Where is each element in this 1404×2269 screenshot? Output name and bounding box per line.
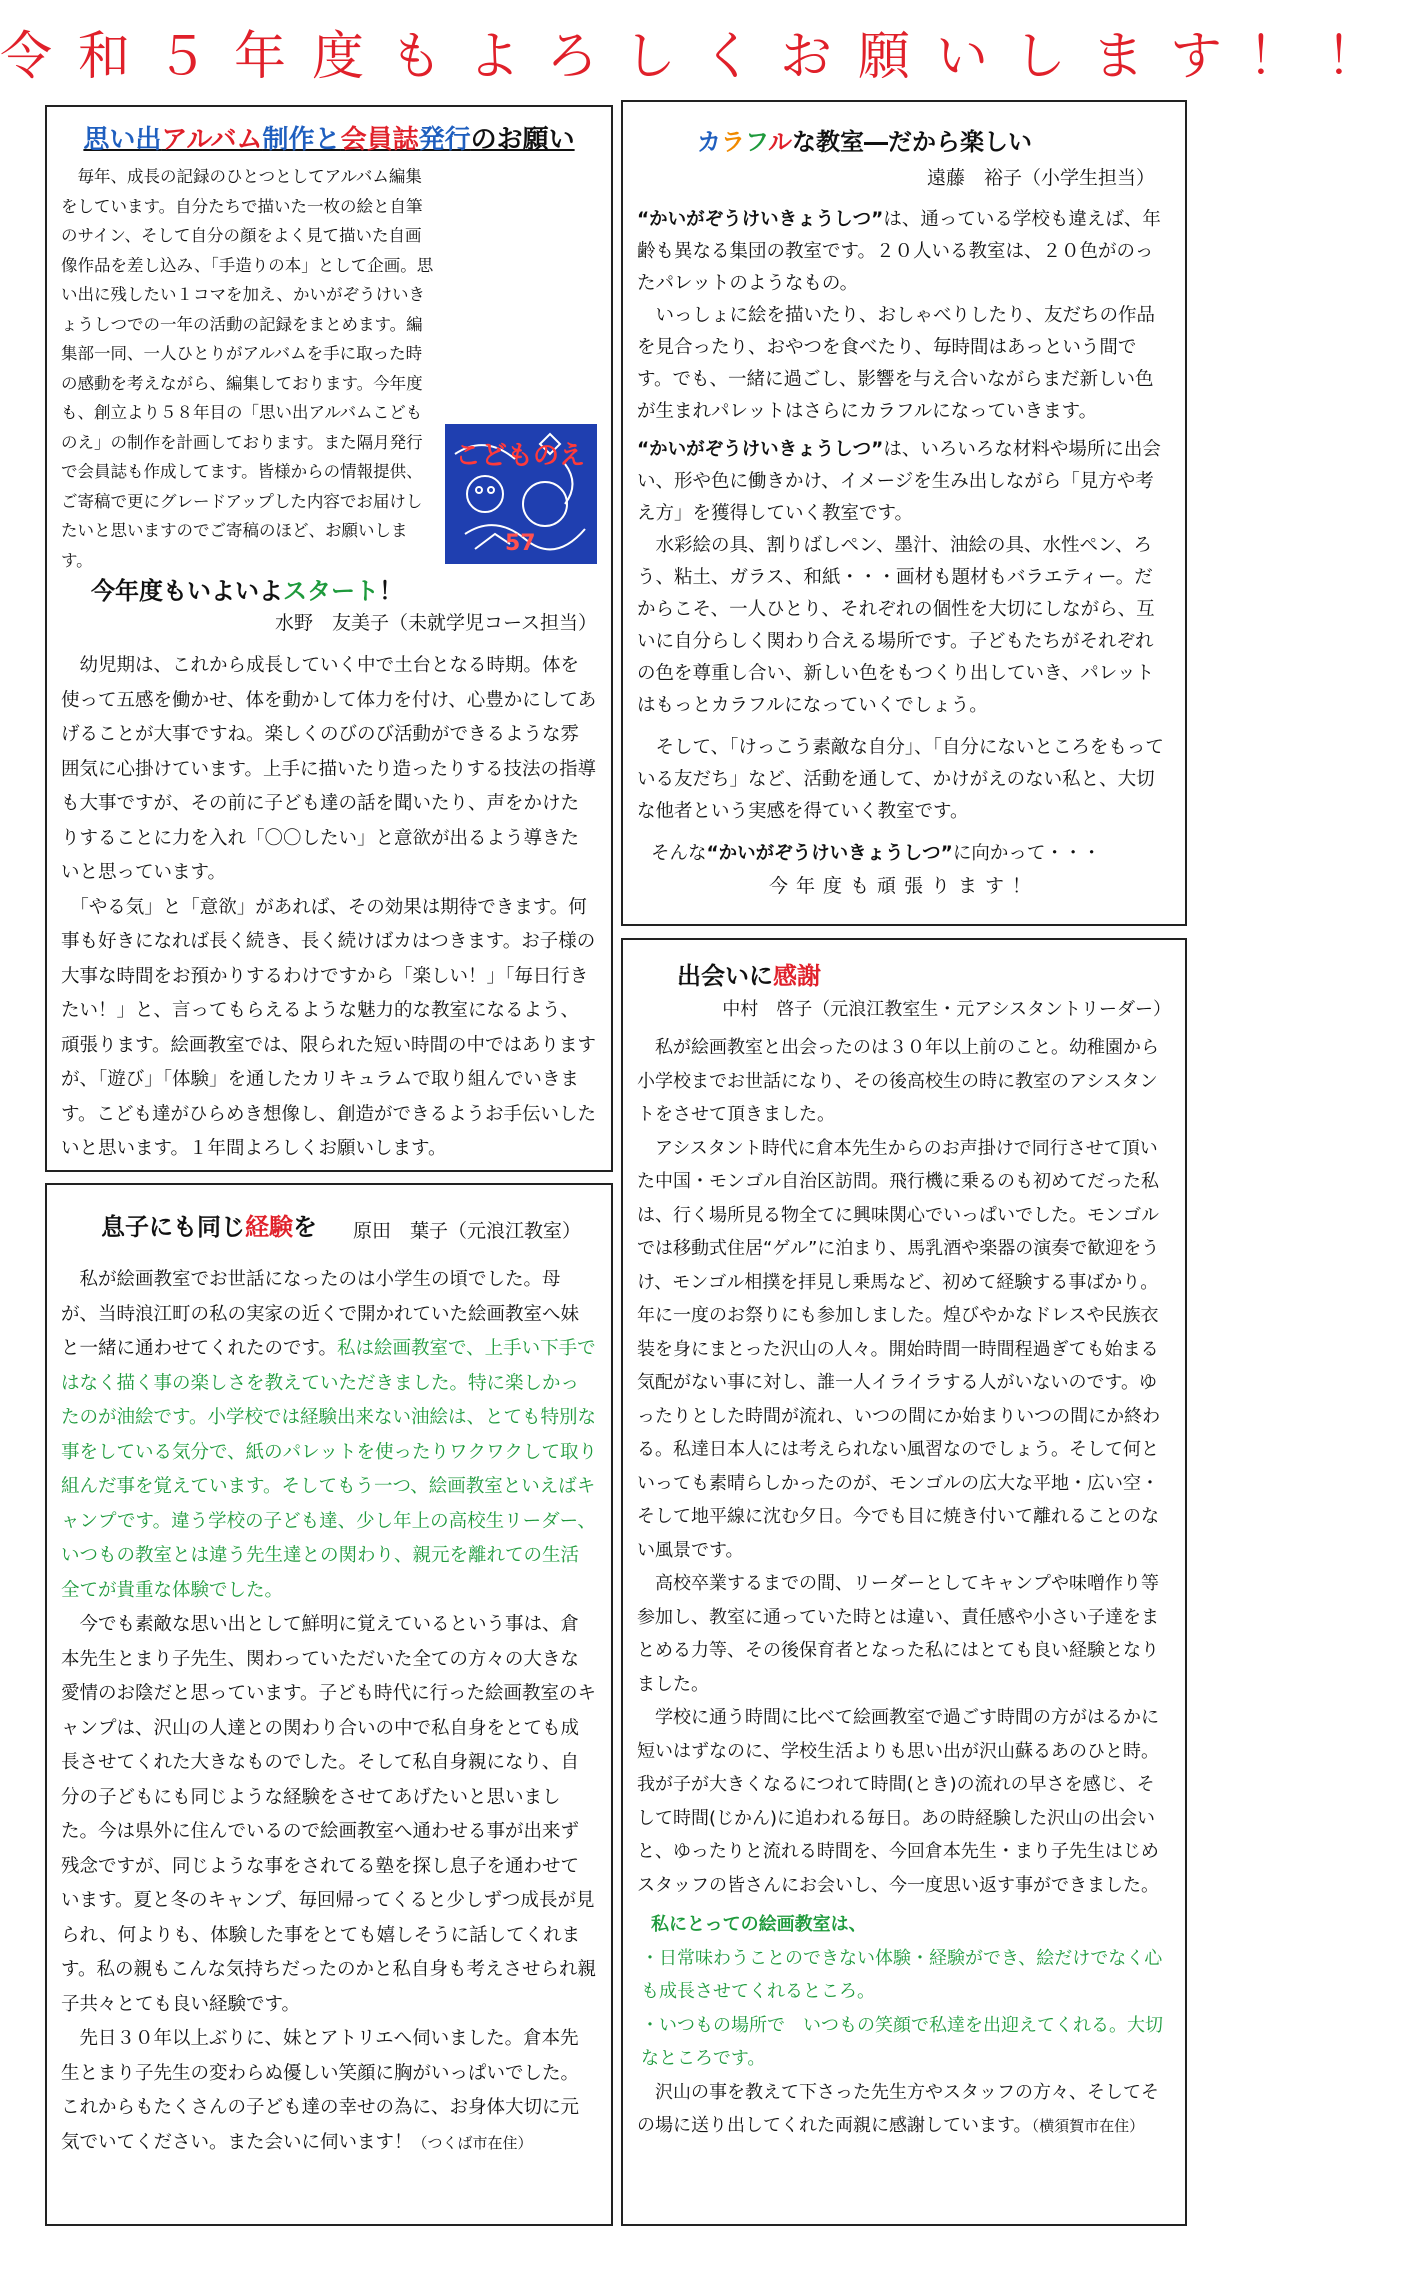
album-body: 毎年、成長の記録のひとつとしてアルバム編集をしています。自分たちで描いた一枚の絵と自筆のサイン、そして自分の顔をよく見て描いた自画像作品を差し込み、「手造りの本」として企画。思い出に残したい１コマを加え、かいがぞうけいきょうしつでの一年の活動の記録をまとめます。編集部一同、一人ひとりがアルバムを手に取った時の感動を考えながら、編集しております。今年度も、創立より５８年目の「思い出アルバムこどものえ」の制作を計画しております。また隔月発行で会員誌も作成してます。皆様からの情報提供、ご寄稿で更にグレードアップした内容でお届けしたいと思いますのでご寄稿のほど、お願いします。 (61, 167, 434, 570)
title-segment: アルバム (161, 125, 263, 155)
magazine-title: こどものえ (455, 441, 586, 471)
subheading-segment: スタート (283, 577, 379, 605)
nakamura-text: 沢山の事を教えて下さった先生方やスタッフの方々、そしてその場に送り出してくれた両親に感謝しています。 (637, 2081, 1159, 2136)
title-segment: 感謝 (773, 962, 821, 990)
classroom-meaning-item-1: ・日常味わうことのできない体験・経験ができ、絵だけでなく心も成長させてくれるところ。 (641, 1947, 1163, 2002)
title-segment: を (293, 1213, 317, 1241)
title-segment: な教室―だから楽しい (792, 128, 1033, 156)
title-segment: 出会いに (677, 962, 773, 990)
endo-text: は、通っている学校も違えば、年齢も異なる集団の教室です。２０人いる教室は、２０色がのったパレットのようなもの。 (637, 209, 1161, 294)
title-letter: ル (768, 128, 793, 156)
harada-text: 先日３０年以上ぶりに、妹とアトリエへ伺いました。倉本先生とまり子先生の変わらぬ優しい笑顔に胸がいっぱいでした。これからもたくさんの子ども達の幸せの為に、お身体大切に元気でいてください。また会いに伺います！ (61, 2028, 580, 2153)
harada-location: （つくば市在住） (412, 2133, 533, 2152)
endo-paragraph-4: 水彩絵の具、割りばしペン、墨汁、油絵の具、水性ペン、ろう、粘土、ガラス、和紙・・・画材も題材もバラエティー。だからこそ、一人ひとり、それぞれの個性を大切にしながら、互いに自分らしく関わり合える場所です。子どもたちがそれぞれの色を尊重し合い、新しい色をもつくり出していき、パレットはもっとカラフルになっていくでしょう。 (637, 535, 1155, 716)
endo-closing-2: 今年度も頑張ります！ (768, 875, 1039, 897)
colorful-panel (621, 100, 1187, 926)
magazine-cover-image (445, 424, 597, 564)
endo-text: は、いろいろな材料や場所に出会い、形や色に働きかけ、イメージを生み出しながら「見方や考え方」を獲得していく教室です。 (637, 439, 1161, 524)
endo-paragraph-1 (637, 204, 1171, 300)
author-nakamura: 中村 啓子（元浪江教室生・元アシスタントリーダー） (722, 999, 1171, 1020)
page-headline: 令和５年度もよろしくお願いします！！ (0, 27, 1404, 87)
title-segment: 制作と (262, 125, 341, 155)
endo-closing (637, 838, 1171, 870)
author-mizuno: 水野 友美子（未就学児コース担当） (274, 612, 597, 634)
mizuno-body (61, 649, 597, 1167)
harada-text: 私が絵画教室でお世話になったのは小学生の頃でした。母が、当時浪江町の私の実家の近くで開かれていた絵画教室へ妹と一緒に通わせてくれたのです。 (61, 1269, 580, 1359)
title-segment: 発行 (418, 125, 471, 155)
title-segment: のお願い (470, 125, 575, 155)
school-name: “かいがぞうけいきょうしつ” (637, 439, 884, 460)
magazine-number: 57 (505, 530, 536, 556)
nakamura-paragraph-3: 高校卒業するまでの間、リーダーとしてキャンプや味噌作り等参加し、教室に通っていた時とは違い、責任感や小さい子達をまとめる力等、その後保育者となった私にはとても良い経験となりました。 (637, 1573, 1159, 1695)
title-segment: 息子にも同じ (101, 1213, 245, 1241)
harada-highlight: 私は絵画教室で、上手い下手ではなく描く事の楽しさを教えていただきました。特に楽しかったのが油絵です。小学校では経験出来ない油絵は、とても特別な事をしている気分で、紙のパレットを使ったりワクワクして取り組んだ事を覚えています。そしてもう一つ、絵画教室といえばキャンプです。違う学校の子ども達、少し年上の高校生リーダー、いつもの教室とは違う先生達との関わり、親元を離れての生活全てが貴重な体験でした。 (61, 1338, 597, 1601)
son-panel (45, 1183, 613, 2226)
album-body-wrap (61, 162, 597, 575)
author-endo: 遠藤 裕子（小学生担当） (926, 167, 1155, 189)
colorful-panel-title (697, 122, 1171, 157)
nakamura-paragraph-1: 私が絵画教室と出会ったのは３０年以上前のこと。幼稚園から小学校までお世話になり、その後高校生の時に教室のアシスタントをさせて頂きました。 (637, 1037, 1159, 1125)
endo-text: そんな (651, 843, 707, 864)
title-letter: ラ (721, 128, 745, 156)
nakamura-location: （横須賀市在住） (1031, 2117, 1145, 2135)
nakamura-body (637, 1031, 1171, 2144)
album-panel (45, 105, 613, 1172)
author-harada: 原田 葉子（元浪江教室） (352, 1220, 581, 1242)
nakamura-paragraph-2: アシスタント時代に倉本先生からのお声掛けで同行させて頂いた中国・モンゴル自治区訪問。飛行機に乗るのも初めてだった私は、行く場所見る物全てに興味関心でいっぱいでした。モンゴルでは移動式住居“ゲル”に泊まり、馬乳酒や楽器の演奏で歓迎をうけ、モンゴル相撲を拝見し乗馬など、初めて経験する事ばかり。年に一度のお祭りにも参加しました。煌びやかなドレスや民族衣装を身にまとった沢山の人々。開始時間一時間程過ぎても始まる気配がない事に対し、誰一人イライラする人がいないのです。ゆったりとした時間が流れ、いつの間にか始まりいつの間にか終わる。私達日本人には考えられない風習なのでしょう。そして何といっても素晴らしかったのが、モンゴルの広大な平地・広い空・そして地平線に沈む夕日。今でも目に焼き付いて離れることのない風景です。 (637, 1137, 1161, 1561)
album-panel-title (61, 119, 597, 156)
subheading-segment: ！ (379, 577, 403, 605)
endo-paragraph-2: いっしょに絵を描いたり、おしゃべりしたり、友だちの作品を見合ったり、おやつを食べたり、毎時間はあっという間です。でも、一緒に過ごし、影響を与え合いながらまだ新しい色が生まれパレットはさらにカラフルになっていきます。 (637, 305, 1156, 422)
endo-text: に向かって・・・ (952, 843, 1101, 864)
endo-paragraph-5: そして、「けっこう素敵な自分」、「自分にないところをもっている友だち」など、活動を通して、かけがえのない私と、大切な他者という実感を得ていく教室です。 (637, 737, 1164, 822)
mizuno-paragraph-2: 「やる気」と「意欲」があれば、その効果は期待できます。何事も好きになれば長く続き、長く続けばカはつきます。お子様の大事な時間をお預かりするわけですから「楽しい！」「毎日行きたい！」と、言ってもらえるような魅力的な教室になるよう、頑張ります。絵画教室では、限られた短い時間の中ではありますが、「遊び」「体験」を通したカリキュラムで取り組んでいきます。こども達がひらめき想像し、創造ができるようお手伝いしたいと思います。１年間よろしくお願いします。 (61, 896, 597, 1159)
start-subheading (91, 571, 597, 606)
school-name: “かいがぞうけいきょうしつ” (706, 843, 953, 864)
harada-paragraph-1 (61, 1263, 597, 1608)
gratitude-panel-title (677, 956, 1171, 991)
nakamura-paragraph-4: 学校に通う時間に比べて絵画教室で過ごす時間の方がはるかに短いはずなのに、学校生活よりも思い出が沢山蘇るあのひと時。我が子が大きくなるにつれて時間(とき)の流れの早さを感じ、そして時間(じかん)に追われる毎日。あの時経験した沢山の出会いと、ゆったりと流れる時間を、今回倉本先生・まり子先生はじめスタッフの皆さんにお会いし、今一度思い返す事ができました。 (637, 1707, 1159, 1896)
subheading-segment: 今年度もいよいよ (91, 577, 283, 605)
classroom-meaning-heading: 私にとっての絵画教室は、 (651, 1914, 867, 1935)
title-letter: カ (697, 128, 721, 156)
endo-body (637, 204, 1171, 902)
school-name: “かいがぞうけいきょうしつ” (637, 209, 884, 230)
harada-paragraph-3 (61, 2022, 597, 2160)
title-letter: フ (745, 128, 769, 156)
harada-body (61, 1263, 597, 2160)
endo-paragraph-3 (637, 434, 1171, 530)
harada-paragraph-2: 今でも素敵な思い出として鮮明に覚えているという事は、倉本先生とまり子先生、関わっていただいた全ての方々の大きな愛情のお陰だと思っています。子ども時代に行った絵画教室のキャンプは、沢山の人達との関わり合いの中で私自身をとても成長させてくれた大きなものでした。そして私自身親になり、自分の子どもにも同じような経験をさせてあげたいと思いました。今は県外に住んでいるので絵画教室へ通わせる事が出来ず残念ですが、同じような事をされてる塾を探し息子を通わせています。夏と冬のキャンプ、毎回帰ってくると少しずつ成長が見られ、何よりも、体験した事をとても嬉しそうに話してくれます。私の親もこんな気持ちだったのかと私自身も考えさせられ親子共々とても良い経験です。 (61, 1614, 597, 2015)
gratitude-panel (621, 938, 1187, 2226)
mizuno-paragraph-1: 幼児期は、これから成長していく中で土台となる時期。体を使って五感を働かせ、体を動かして体力を付け、心豊かにしてあげることが大事ですね。楽しくのびのび活動ができるような雰囲気に心掛けています。上手に描いたり造ったりする技法の指導も大事ですが、その前に子ども達の話を聞いたり、声をかけたりすることに力を入れ「〇〇したい」と意欲が出るよう導きたいと思っています。 (61, 655, 597, 883)
title-segment: 経験 (245, 1213, 293, 1241)
title-segment: 思い出 (83, 125, 162, 155)
title-segment: 会員誌 (340, 125, 419, 155)
classroom-meaning-item-2: ・いつもの場所で いつもの笑顔で私達を出迎えてくれる。大切なところです。 (641, 2014, 1163, 2069)
nakamura-paragraph-5 (637, 2076, 1171, 2144)
